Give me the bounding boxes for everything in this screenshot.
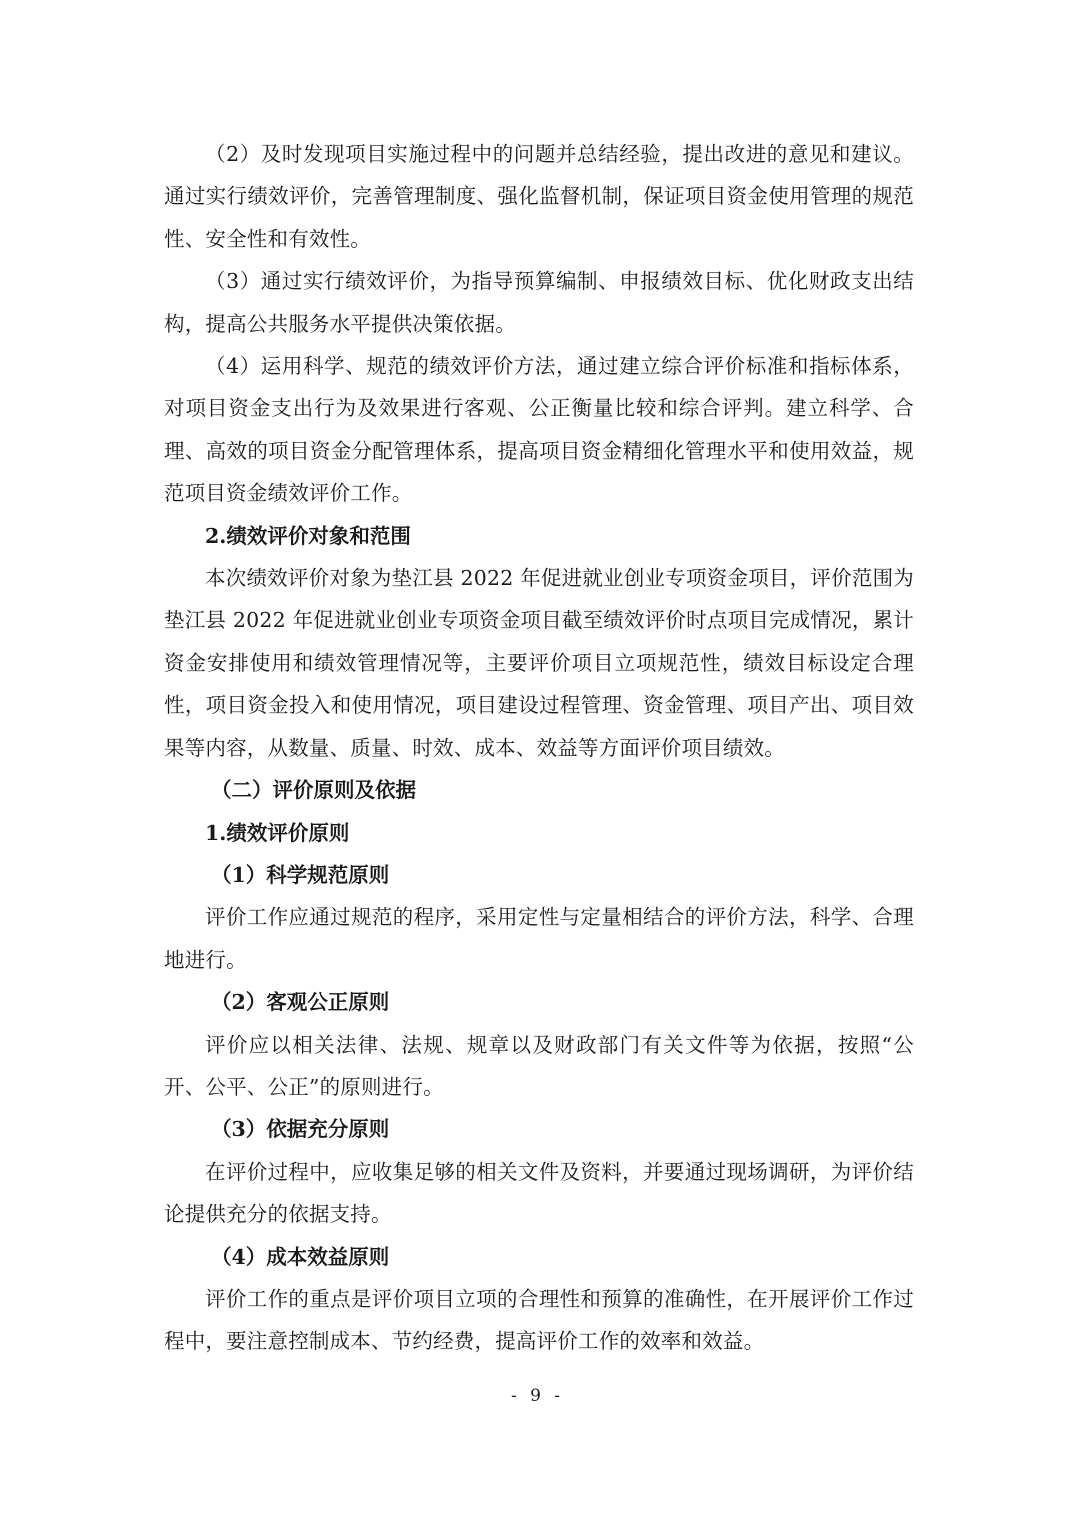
- heading-principle-cost-benefit: （4）成本效益原则: [211, 1244, 390, 1269]
- heading-principle-objective: （2）客观公正原则: [211, 990, 390, 1015]
- paragraph-evaluation-scope: 本次绩效评价对象为垫江县 2022 年促进就业创业专项资金项目，评价范围为垫江县 2022 年促进就业创业专项资金项目截至绩效评价时点项目完成情况，累计资金安排使用和绩效管理情况等，主要评价项目立项规范性，绩效目标设定合理性，项目资金投入和使用情况，项目建设过程管理、资金管理、项目产出、项目效果等内容，从数量、质量、时效、成本、效益等方面评价项目绩效。: [164, 566, 914, 760]
- heading-principle-scientific: （1）科学规范原则: [211, 862, 390, 887]
- page-number: - 9 -: [510, 1386, 565, 1406]
- paragraph-principle-evidence: 在评价过程中，应收集足够的相关文件及资料，并要通过现场调研，为评价结论提供充分的依据支持。: [164, 1159, 914, 1227]
- paragraph-purpose-2: （2）及时发现项目实施过程中的问题并总结经验，提出改进的意见和建议。通过实行绩效评价，完善管理制度、强化监督机制，保证项目资金使用管理的规范性、安全性和有效性。: [164, 142, 914, 251]
- heading-principle-evidence: （3）依据充分原则: [211, 1117, 390, 1142]
- heading-principles-basis: （二）评价原则及依据: [211, 778, 416, 803]
- paragraph-purpose-3: （3）通过实行绩效评价，为指导预算编制、申报绩效目标、优化财政支出结构，提高公共服务水平提供决策依据。: [164, 269, 914, 336]
- heading-evaluation-scope: 2.绩效评价对象和范围: [205, 523, 411, 548]
- paragraph-principle-objective: 评价应以相关法律、法规、规章以及财政部门有关文件等为依据，按照“公开、公平、公正”的原则进行。: [164, 1032, 914, 1099]
- heading-evaluation-principles: 1.绩效评价原则: [205, 820, 350, 845]
- paragraph-principle-scientific: 评价工作应通过规范的程序，采用定性与定量相结合的评价方法，科学、合理地进行。: [164, 905, 914, 972]
- document-body: [164, 133, 914, 1363]
- paragraph-principle-cost-benefit: 评价工作的重点是评价项目立项的合理性和预算的准确性，在开展评价工作过程中，要注意控制成本、节约经费，提高评价工作的效率和效益。: [164, 1286, 914, 1354]
- paragraph-purpose-4: （4）运用科学、规范的绩效评价方法，通过建立综合评价标准和指标体系，对项目资金支出行为及效果进行客观、公正衡量比较和综合评判。建立科学、合理、高效的项目资金分配管理体系，提高项目资金精细化管理水平和使用效益，规范项目资金绩效评价工作。: [164, 354, 914, 506]
